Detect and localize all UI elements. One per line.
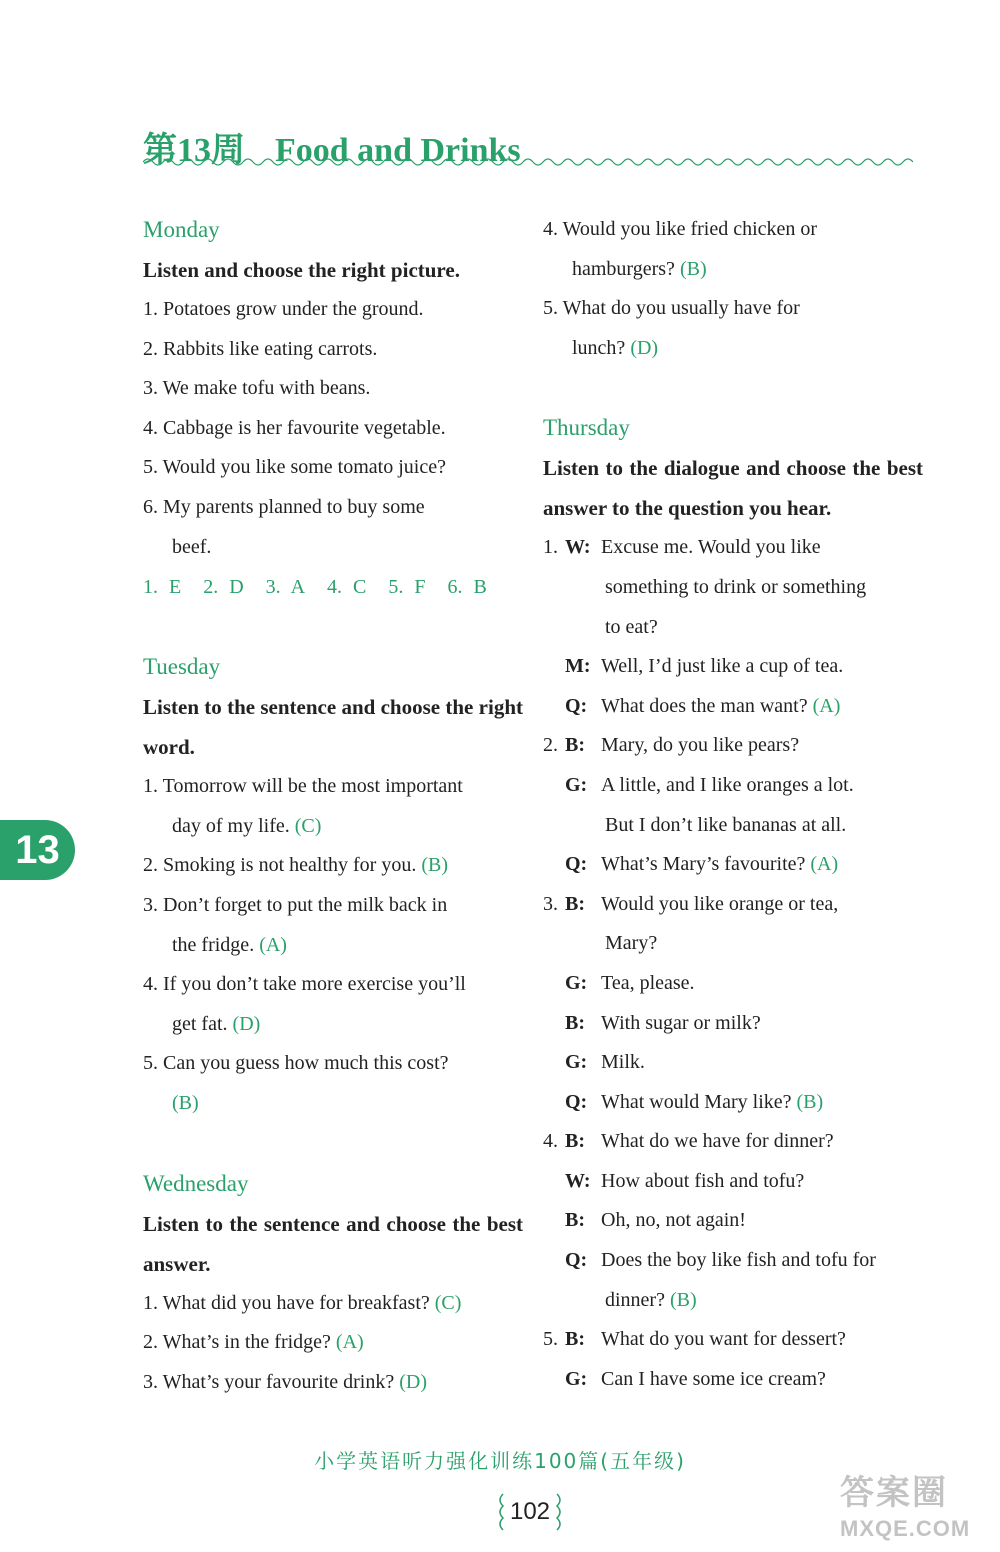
answer: 6. B xyxy=(447,576,487,599)
title-wave-divider xyxy=(143,154,913,170)
answer: (D) xyxy=(630,336,659,359)
wednesday-item: 2. What’s in the fridge? (A) xyxy=(143,1331,364,1354)
dialogue-line: 3. B: Would you like orange or tea, xyxy=(543,892,839,915)
dialogue-line: G: Milk. xyxy=(565,1051,645,1074)
tuesday-instruction: Listen to the sentence and choose the right word. xyxy=(143,695,523,760)
answer: 2. D xyxy=(203,576,244,599)
dialogue-line: G: Tea, please. xyxy=(565,971,695,994)
left-column xyxy=(143,210,523,1402)
dialogue-line: W: How about fish and tofu? xyxy=(565,1169,805,1192)
wednesday-heading: Wednesday xyxy=(143,1170,249,1196)
wednesday-item: 3. What’s your favourite drink? (D) xyxy=(143,1370,427,1393)
monday-item-continued: beef. xyxy=(172,535,212,558)
dialogue-line: 5. B: What do you want for dessert? xyxy=(543,1328,846,1351)
right-column xyxy=(543,210,923,1399)
dialogue-line: B: Oh, no, not again! xyxy=(565,1209,746,1232)
topic-label: Food and Drinks xyxy=(275,132,521,169)
dialogue-line: But I don’t like bananas at all. xyxy=(605,813,847,836)
answer: 3. A xyxy=(265,576,306,599)
wednesday-item-continued: hamburgers? (B) xyxy=(572,257,707,280)
answer: 1. E xyxy=(143,576,182,599)
tuesday-item-continued: the fridge. (A) xyxy=(172,933,287,956)
monday-item: 2. Rabbits like eating carrots. xyxy=(143,337,378,360)
answer: (A) xyxy=(335,1331,364,1354)
tuesday-item-continued: day of my life. (C) xyxy=(172,814,322,837)
watermark-text: 答案圈 xyxy=(840,1474,948,1512)
answer: (B) xyxy=(421,854,448,877)
tuesday-item: 3. Don’t forget to put the milk back in xyxy=(143,893,448,916)
dialogue-line: G: A little, and I like oranges a lot. xyxy=(565,773,854,796)
week-label: 第13周 xyxy=(143,132,245,169)
dialogue-line: M: Well, I’d just like a cup of tea. xyxy=(565,655,844,678)
dialogue-line: 2. B: Mary, do you like pears? xyxy=(543,734,800,757)
monday-item: 1. Potatoes grow under the ground. xyxy=(143,298,424,320)
monday-item: 3. We make tofu with beans. xyxy=(143,377,371,400)
question-line: Q: Does the boy like fish and tofu for xyxy=(565,1249,876,1272)
tuesday-item: 2. Smoking is not healthy for you. (B) xyxy=(143,854,448,877)
answer: (B) xyxy=(172,1091,199,1114)
question-line: Q: What does the man want? (A) xyxy=(543,687,923,727)
answer: (C) xyxy=(434,1291,462,1314)
dialogue-line: to eat? xyxy=(605,615,658,638)
tuesday-item: 4. If you don’t take more exercise you’ll xyxy=(143,973,466,996)
dialogue-line: Mary? xyxy=(605,932,658,955)
question-line-continued: dinner? (B) xyxy=(543,1281,923,1321)
week-side-tab: 13 xyxy=(0,820,75,880)
tuesday-item: 1. Tomorrow will be the most important xyxy=(143,775,463,798)
monday-item: 5. Would you like some tomato juice? xyxy=(143,456,446,479)
answer: (B) xyxy=(679,257,707,280)
answer: (D) xyxy=(232,1012,261,1035)
tuesday-item: 5. Can you guess how much this cost? xyxy=(143,1052,449,1075)
wednesday-item: 1. What did you have for breakfast? (C) xyxy=(143,1291,462,1314)
dialogue-line: something to drink or something xyxy=(605,575,867,598)
wednesday-item: 4. Would you like fried chicken or xyxy=(543,218,818,240)
monday-item: 4. Cabbage is her favourite vegetable. xyxy=(143,416,446,439)
answer: (A) xyxy=(259,933,287,956)
dialogue-line: 1. W: Excuse me. Would you like xyxy=(543,536,821,559)
answer: (D) xyxy=(399,1370,427,1393)
book-title-footer: 小学英语听力强化训练100篇(五年级) xyxy=(314,1449,686,1473)
tuesday-item-continued: get fat. (D) xyxy=(172,1012,261,1035)
thursday-instruction: Listen to the dialogue and choose the best answer to the question you hear. xyxy=(543,456,923,521)
dialogue-line: B: With sugar or milk? xyxy=(565,1011,761,1034)
answer: (A) xyxy=(810,853,839,876)
question-line: Q: What’s Mary’s favourite? (A) xyxy=(543,845,923,885)
answer: (A) xyxy=(812,694,841,717)
thursday-heading: Thursday xyxy=(543,415,630,441)
page-number: 102 xyxy=(495,1488,565,1536)
tuesday-heading: Tuesday xyxy=(143,654,221,680)
monday-heading: Monday xyxy=(143,217,220,242)
wednesday-item-continued: lunch? (D) xyxy=(572,336,659,359)
answer: (C) xyxy=(294,814,322,837)
watermark xyxy=(840,1465,990,1545)
watermark-url: MXQE.COM xyxy=(840,1516,971,1541)
answer: 5. F xyxy=(388,576,426,599)
question-line: Q: What would Mary like? (B) xyxy=(543,1083,923,1123)
wednesday-instruction: Listen to the sentence and choose the best answer. xyxy=(143,1211,523,1276)
monday-item: 6. My parents planned to buy some xyxy=(143,495,425,518)
dialogue-line: G: Can I have some ice cream? xyxy=(565,1367,826,1390)
monday-instruction: Listen and choose the right picture. xyxy=(143,258,460,282)
dialogue-line: 4. B: What do we have for dinner? xyxy=(543,1130,834,1153)
monday-answers xyxy=(143,567,523,607)
answer: 4. C xyxy=(327,576,367,599)
answer: (B) xyxy=(669,1288,697,1311)
answer: (B) xyxy=(796,1090,824,1113)
wednesday-item: 5. What do you usually have for xyxy=(543,297,800,320)
